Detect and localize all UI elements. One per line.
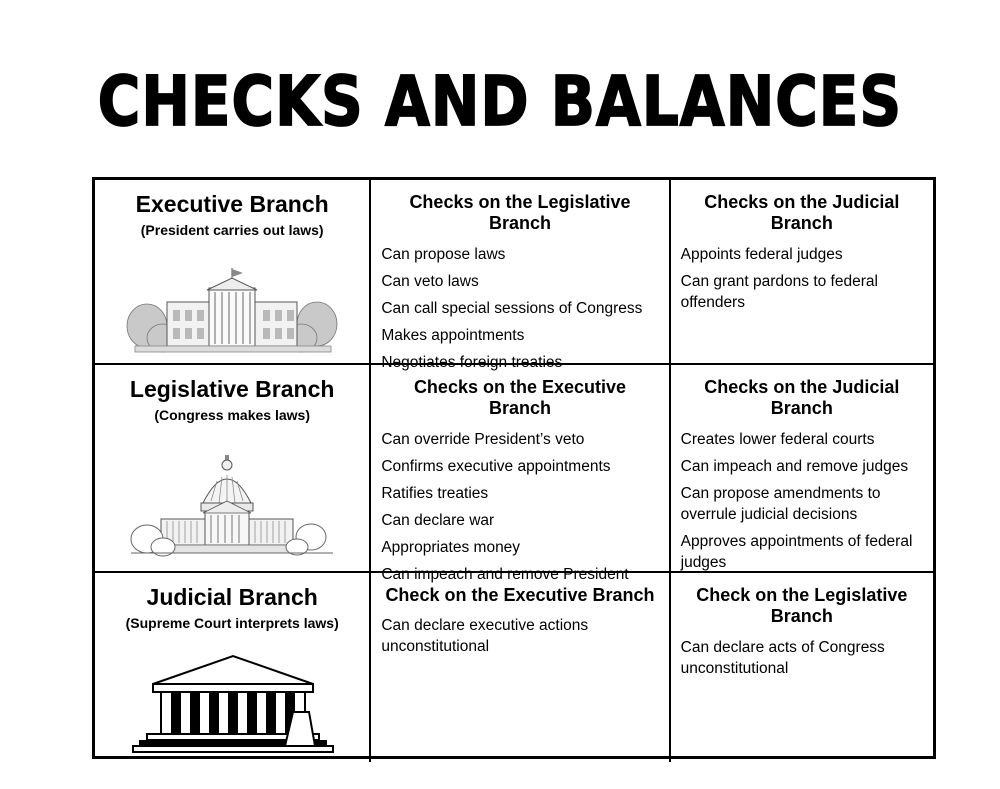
- checks-cell-judicial-on-legislative: [671, 573, 933, 762]
- list-item: Creates lower federal courts: [680, 431, 875, 449]
- list-item: Ratifies treaties: [381, 484, 489, 502]
- branch-cell-judicial: [95, 573, 371, 762]
- checks-heading: Checks on the Legislative Branch: [409, 191, 631, 234]
- checks-heading: Checks on the Judicial Branch: [704, 191, 900, 234]
- capitol-building-illustration: [95, 451, 369, 569]
- checks-cell-judicial-on-executive: [371, 573, 670, 762]
- checks-and-balances-table: [92, 177, 936, 759]
- list-item: Can override President’s veto: [381, 431, 585, 449]
- checks-list: [381, 616, 658, 658]
- checks-cell-legis-on-judicial: [671, 365, 933, 571]
- checks-list: [381, 245, 658, 374]
- table-row: [95, 365, 933, 583]
- branch-cell-executive: [95, 180, 371, 363]
- list-item: Can propose laws: [381, 246, 506, 264]
- list-item: Can declare war: [381, 511, 495, 529]
- checks-heading: Check on the Executive Branch: [385, 584, 655, 605]
- checks-cell-exec-on-judicial: [671, 180, 933, 363]
- branch-name: Judicial Branch: [146, 583, 318, 610]
- list-item: Can declare executive actions unconstitutional: [381, 617, 589, 656]
- list-item: Can call special sessions of Congress: [381, 299, 643, 317]
- checks-cell-legis-on-executive: [371, 365, 670, 583]
- checks-heading: Checks on the Judicial Branch: [704, 376, 900, 419]
- table-row: [95, 180, 933, 371]
- list-item: Can grant pardons to federal offenders: [680, 272, 878, 311]
- list-item: Negotiates foreign treaties: [381, 353, 563, 371]
- branch-subtitle: (Congress makes laws): [154, 407, 310, 424]
- checks-list: [681, 638, 923, 680]
- list-item: Approves appointments of federal judges: [680, 532, 913, 571]
- supreme-court-illustration: [95, 650, 369, 760]
- table-row: [95, 573, 933, 762]
- list-item: Can impeach and remove President: [381, 565, 629, 583]
- branch-name: Legislative Branch: [129, 375, 335, 402]
- checks-cell-exec-on-legislative: [371, 180, 670, 371]
- list-item: Can propose amendments to overrule judicial decisions: [680, 484, 881, 523]
- branch-name: Executive Branch: [135, 190, 329, 217]
- list-item: Makes appointments: [381, 326, 525, 344]
- list-item: Can impeach and remove judges: [680, 457, 909, 475]
- checks-heading: Check on the Legislative Branch: [696, 584, 908, 627]
- branch-subtitle: (President carries out laws): [140, 222, 324, 239]
- list-item: Appoints federal judges: [680, 246, 843, 264]
- page-title: CHECKS AND BALANCES: [97, 61, 903, 142]
- list-item: Appropriates money: [381, 538, 521, 556]
- checks-heading: Checks on the Executive Branch: [413, 376, 627, 419]
- list-item: Can declare acts of Congress unconstitutional: [680, 639, 885, 677]
- branch-subtitle: (Supreme Court interprets laws): [125, 615, 339, 632]
- branch-cell-legislative: [95, 365, 371, 571]
- list-item: Confirms executive appointments: [381, 457, 611, 475]
- list-item: Can veto laws: [381, 272, 479, 290]
- white-house-illustration: [95, 266, 369, 361]
- checks-list: [381, 430, 658, 586]
- checks-list: [681, 245, 923, 314]
- checks-list: [681, 430, 923, 574]
